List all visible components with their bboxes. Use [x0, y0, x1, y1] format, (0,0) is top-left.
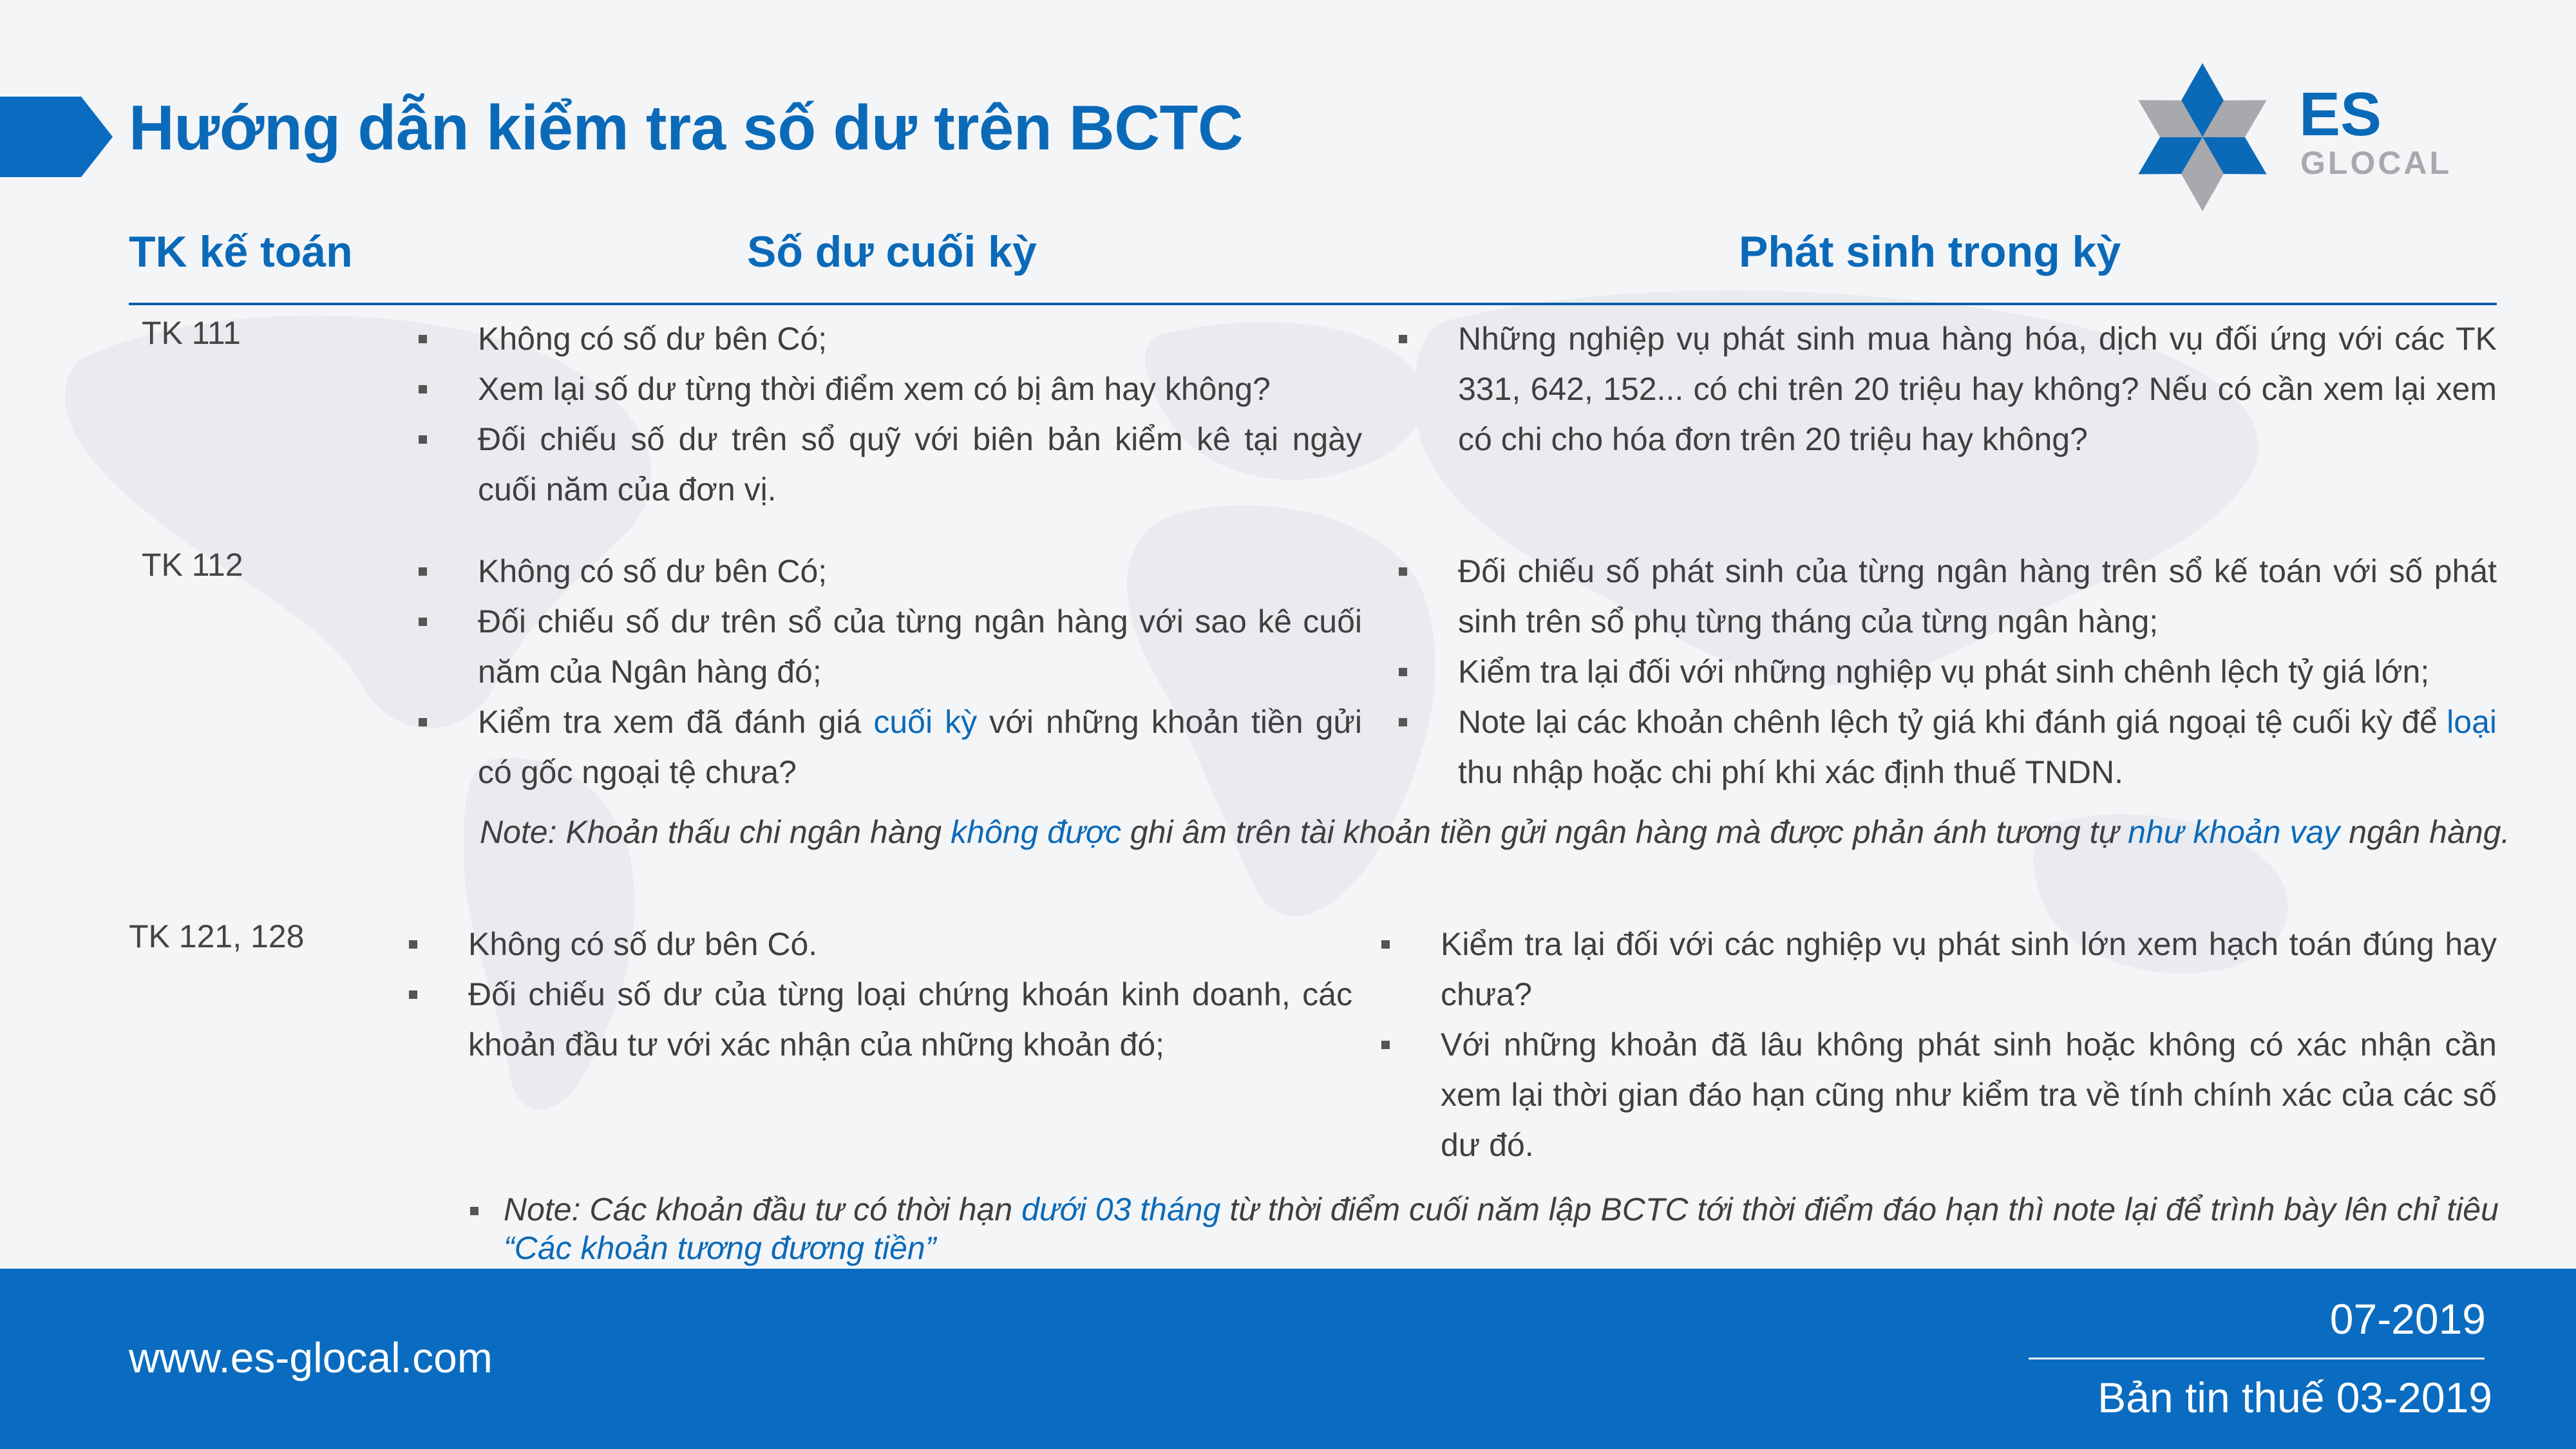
- note-tk-112: Note: Khoản thấu chi ngân hàng không được ghi âm trên tài khoản tiền gửi ngân hàng mà được phản ánh tương tự như khoản vay ngân hàng.: [480, 814, 2510, 850]
- page-title: Hướng dẫn kiểm tra số dư trên BCTC: [129, 92, 1244, 163]
- list-item: Những nghiệp vụ phát sinh mua hàng hóa, dịch vụ đối ứng với các TK 331, 642, 152... có chi trên 20 triệu hay không? Nếu có cần xem lại xem có chi cho hóa đơn trên 20 triệu hay không?: [1399, 314, 2497, 464]
- footer-bar: [0, 1269, 2576, 1449]
- highlight-loai: loại: [2447, 704, 2497, 740]
- highlight-duoi-03-thang: dưới 03 tháng: [1021, 1191, 1221, 1227]
- list-item: Xem lại số dư từng thời điểm xem có bị âm hay không?: [419, 364, 1362, 414]
- list-item: Đối chiếu số dư của từng loại chứng khoán kinh doanh, các khoản đầu tư với xác nhận của những khoản đó;: [409, 969, 1352, 1070]
- account-tk-111: TK 111: [142, 315, 241, 351]
- closing-list-tk-121-128: [409, 919, 1352, 1070]
- es-glocal-logo: [2119, 50, 2505, 224]
- header-closing-balance: Số dư cuối kỳ: [747, 227, 1037, 276]
- list-item: Với những khoản đã lâu không phát sinh hoặc không có xác nhận cần xem lại thời gian đáo hạn cũng như kiểm tra về tính chính xác của các số dư đó.: [1381, 1019, 2497, 1170]
- closing-list-tk-111: [419, 314, 1362, 515]
- highlight-cac-khoan-tuong-duong-tien: “Các khoản tương đương tiền”: [504, 1230, 936, 1266]
- list-item: Note lại các khoản chênh lệch tỷ giá khi đánh giá ngoại tệ cuối kỳ để loại thu nhập hoặc chi phí khi xác định thuế TNDN.: [1399, 697, 2497, 797]
- list-item: Không có số dư bên Có;: [419, 314, 1362, 364]
- header-account: TK kế toán: [129, 227, 353, 276]
- footer-website-link[interactable]: www.es-glocal.com: [129, 1334, 493, 1381]
- header-rule: [129, 303, 2497, 305]
- logo-glocal-text: GLOCAL: [2300, 145, 2452, 181]
- diamond-star-icon: [2119, 50, 2505, 224]
- highlight-cuoi-ky: cuối kỳ: [873, 704, 978, 740]
- list-item: Kiểm tra lại đối với các nghiệp vụ phát sinh lớn xem hạch toán đúng hay chưa?: [1381, 919, 2497, 1019]
- list-item: Đối chiếu số dư trên sổ của từng ngân hàng với sao kê cuối năm của Ngân hàng đó;: [419, 596, 1362, 697]
- highlight-nhu-khoan-vay: như khoản vay: [2128, 814, 2340, 850]
- movement-list-tk-112: [1399, 546, 2497, 797]
- list-item: Không có số dư bên Có.: [409, 919, 1352, 969]
- account-tk-121-128: TK 121, 128: [129, 918, 305, 954]
- list-item: Kiểm tra xem đã đánh giá cuối kỳ với những khoản tiền gửi có gốc ngoại tệ chưa?: [419, 697, 1362, 797]
- highlight-khong-duoc: không được: [951, 814, 1121, 850]
- footer-date: 07-2019: [2329, 1295, 2486, 1343]
- footer-bulletin: Bản tin thuế 03-2019: [2098, 1374, 2492, 1421]
- logo-es-text: ES: [2299, 80, 2382, 149]
- footer-divider: [2029, 1358, 2485, 1359]
- note-tk-121-128: Note: Các khoản đầu tư có thời hạn dưới 03 tháng từ thời điểm cuối năm lập BCTC tới thời điểm đáo hạn thì note lại để trình bày lên chỉ tiêu “Các khoản tương đương tiền”: [470, 1190, 2499, 1267]
- list-item: Đối chiếu số dư trên sổ quỹ với biên bản kiểm kê tại ngày cuối năm của đơn vị.: [419, 414, 1362, 515]
- header-movement: Phát sinh trong kỳ: [1739, 227, 2121, 276]
- closing-list-tk-112: [419, 546, 1362, 797]
- movement-list-tk-111: [1399, 314, 2497, 464]
- movement-list-tk-121-128: [1381, 919, 2497, 1170]
- list-item: Không có số dư bên Có;: [419, 546, 1362, 596]
- list-item: Đối chiếu số phát sinh của từng ngân hàng trên sổ kế toán với số phát sinh trên sổ phụ từng tháng của từng ngân hàng;: [1399, 546, 2497, 647]
- account-tk-112: TK 112: [142, 547, 243, 583]
- list-item: Kiểm tra lại đối với những nghiệp vụ phát sinh chênh lệch tỷ giá lớn;: [1399, 647, 2497, 697]
